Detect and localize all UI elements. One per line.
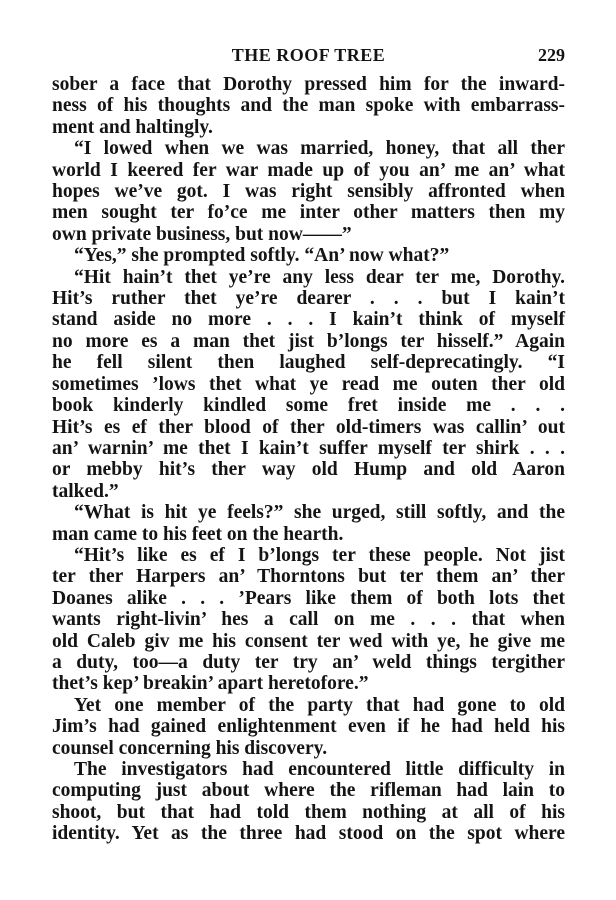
text-line: men sought ter fo’ce me inter other matters then my — [52, 202, 565, 224]
text-line: ment and haltingly. — [52, 116, 213, 138]
text-line: an’ warnin’ me thet I kain’t suffer myself ter shirk . . . — [52, 437, 565, 459]
text-line: “Hit hain’t thet ye’re any less dear ter me, Dorothy. — [74, 266, 565, 288]
text-line: shoot, but that had told them nothing at all of his — [52, 801, 565, 823]
text-line: “Yes,” she prompted softly. “An’ now what?” — [74, 245, 450, 267]
body-text — [52, 74, 565, 845]
text-line: Hit’s ruther thet ye’re dearer . . . but I kain’t — [52, 288, 565, 310]
text-line: “I lowed when we was married, honey, that all ther — [74, 138, 565, 160]
text-line: ness of his thoughts and the man spoke with embarrass- — [52, 95, 565, 117]
text-line: old Caleb giv me his consent ter wed with ye, he give me — [52, 630, 565, 652]
text-line: stand aside no more . . . I kain’t think of myself — [52, 309, 565, 331]
text-line: “Hit’s like es ef I b’longs ter these people. Not jist — [74, 544, 565, 566]
running-header — [52, 44, 565, 74]
running-title: THE ROOF TREE — [231, 45, 386, 65]
text-line: thet’s kep’ breakin’ apart heretofore.” — [52, 673, 369, 695]
text-line: or mebby hit’s ther way old Hump and old Aaron — [52, 459, 565, 481]
text-line: no more es a man thet jist b’longs ter hisself.” Again — [52, 330, 565, 352]
text-line: hopes we’ve got. I was right sensibly affronted when — [52, 181, 565, 203]
text-line: The investigators had encountered little difficulty in — [74, 759, 565, 780]
text-line: a duty, too—a duty ter try an’ weld things tergither — [52, 651, 565, 673]
text-line: “What is hit ye feels?” she urged, still softly, and the — [74, 502, 565, 524]
book-page — [52, 44, 565, 845]
text-line: Jim’s had gained enlightenment even if he had held his — [52, 716, 565, 738]
text-line: world I keered fer war made up of you an’ me an’ what — [52, 159, 565, 181]
text-line: counsel concerning his discovery. — [52, 737, 328, 759]
text-line: book kinderly kindled some fret inside me . . . — [52, 395, 565, 417]
text-line: ter ther Harpers an’ Thorntons but ter them an’ ther — [52, 566, 565, 588]
text-line: identity. Yet as the three had stood on the spot where — [52, 823, 565, 845]
text-line: own private business, but now——” — [52, 223, 352, 245]
page-number: 229 — [538, 45, 565, 65]
text-line: he fell silent then laughed self-deprecatingly. “I — [52, 352, 565, 374]
text-line: talked.” — [52, 480, 119, 502]
text-line: sometimes ’lows thet what ye read me outen ther old — [52, 373, 565, 395]
text-line: sober a face that Dorothy pressed him for the inward- — [52, 74, 565, 95]
text-line: Doanes alike . . . ’Pears like them of both lots thet — [52, 587, 565, 609]
text-line: man came to his feet on the hearth. — [52, 523, 344, 545]
text-line: wants right-livin’ hes a call on me . . . that when — [52, 609, 565, 631]
text-line: Hit’s es ef ther blood of ther old-timers was callin’ out — [52, 416, 565, 438]
text-line: computing just about where the rifleman had lain to — [52, 780, 565, 802]
text-line: Yet one member of the party that had gone to old — [74, 694, 565, 716]
